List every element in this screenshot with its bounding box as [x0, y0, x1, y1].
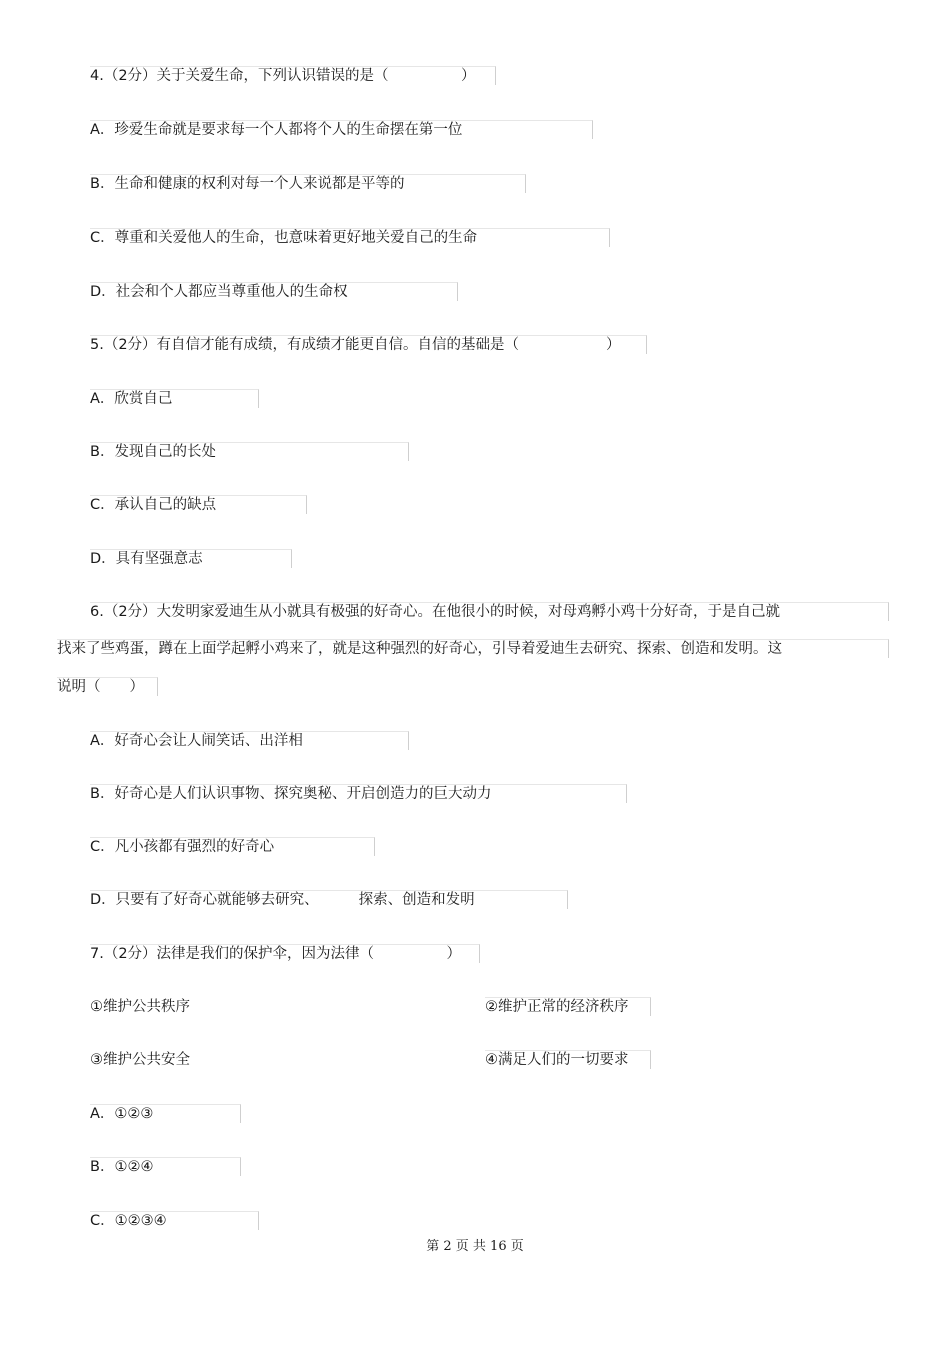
q6-option-b[interactable]: B．好奇心是人们认识事物、探究奥秘、开启创造力的巨大动力 — [90, 786, 492, 802]
q4-option-d[interactable]: D．社会和个人都应当尊重他人的生命权 — [90, 284, 348, 300]
q7-item-1: ①维护公共秩序 — [90, 999, 190, 1015]
q5-option-c[interactable]: C．承认自己的缺点 — [90, 497, 217, 513]
q5-option-b[interactable]: B．发现自己的长处 — [90, 444, 216, 460]
q6-option-d-part-1: D．只要有了好奇心就能够去研究、 — [90, 892, 319, 908]
q7-item-3: ③维护公共安全 — [90, 1052, 190, 1068]
q6-option-a[interactable]: A．好奇心会让人闹笑话、出洋相 — [90, 733, 303, 749]
q4-option-c[interactable]: C．尊重和关爱他人的生命，也意味着更好地关爱自己的生命 — [90, 230, 478, 246]
q4-option-b[interactable]: B．生命和健康的权利对每一个人来说都是平等的 — [90, 176, 405, 192]
q7-option-a[interactable]: A．①②③ — [90, 1106, 154, 1122]
question-5-stem: 5.（2分）有自信才能有成绩，有成绩才能更自信。自信的基础是（ ） — [90, 337, 621, 353]
question-6-stem-line-3: 说明（ ） — [57, 679, 144, 695]
question-4-stem: 4.（2分）关于关爱生命，下列认识错误的是（ ） — [90, 68, 476, 84]
q7-item-4: ④满足人们的一切要求 — [485, 1052, 629, 1068]
q4-option-a[interactable]: A．珍爱生命就是要求每一个人都将个人的生命摆在第一位 — [90, 122, 463, 138]
page-footer: 第 2 页 共 16 页 — [426, 1239, 524, 1254]
q5-option-d[interactable]: D．具有坚强意志 — [90, 551, 203, 567]
question-6-stem-line-2: 找来了些鸡蛋，蹲在上面学起孵小鸡来了，就是这种强烈的好奇心，引导着爱迪生去研究、探索、创造和发明。这 — [57, 641, 782, 657]
q6-option-c[interactable]: C．凡小孩都有强烈的好奇心 — [90, 839, 275, 855]
question-6-stem-line-1: 6.（2分）大发明家爱迪生从小就具有极强的好奇心。在他很小的时候，对母鸡孵小鸡十分好奇，于是自己就 — [90, 604, 781, 620]
q6-option-d[interactable] — [90, 890, 475, 910]
question-7-stem: 7.（2分）法律是我们的保护伞，因为法律（ ） — [90, 946, 462, 962]
q6-option-d-part-2: 探索、创造和发明 — [358, 892, 475, 908]
q7-option-c[interactable]: C．①②③④ — [90, 1213, 167, 1229]
q7-item-2: ②维护正常的经济秩序 — [485, 999, 629, 1015]
q5-option-a[interactable]: A．欣赏自己 — [90, 391, 173, 407]
q7-option-b[interactable]: B．①②④ — [90, 1159, 154, 1175]
